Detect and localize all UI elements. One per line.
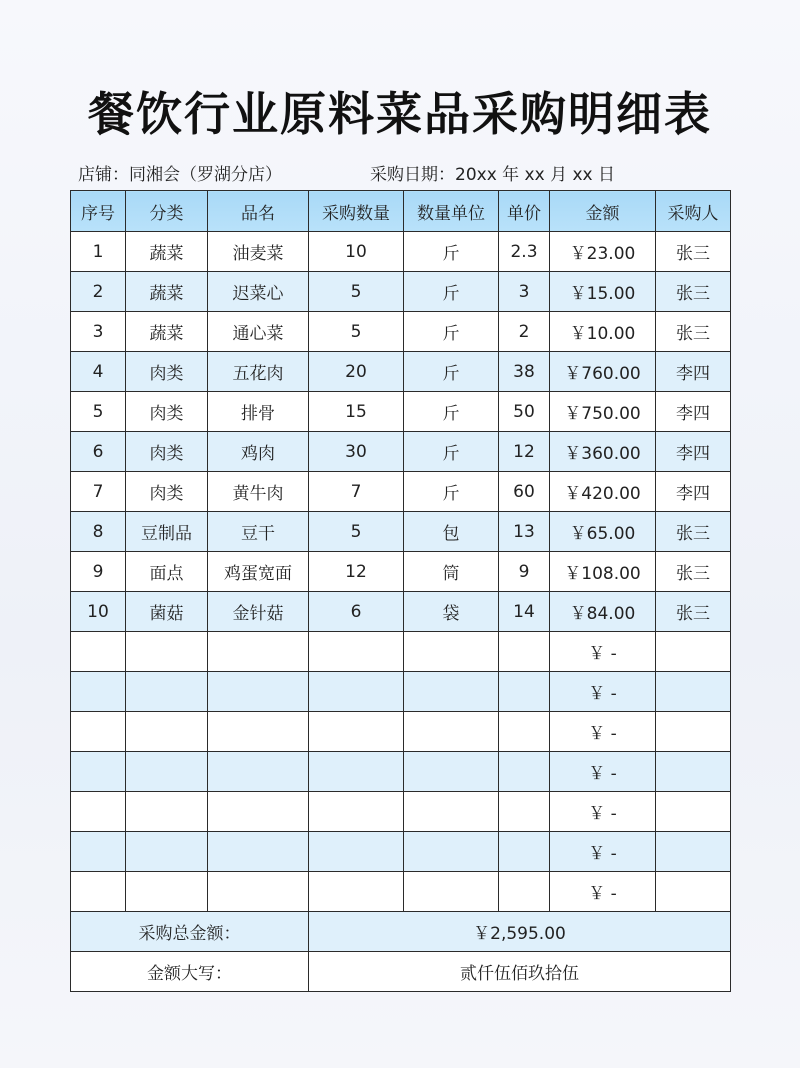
cell-quantity: 12 [309, 552, 404, 592]
cell-amount: ￥84.00 [550, 592, 656, 632]
cell-amount: ￥ - [550, 632, 656, 672]
table-row [71, 272, 731, 312]
cell-index: 8 [71, 512, 126, 552]
cell-category: 蔬菜 [126, 312, 208, 352]
cell-index: 4 [71, 352, 126, 392]
cell-quantity: 10 [309, 232, 404, 272]
cell-amount: ￥ - [550, 712, 656, 752]
table-body [71, 232, 731, 912]
cell-index [71, 752, 126, 792]
cell-unit: 筒 [404, 552, 499, 592]
cell-unit [404, 832, 499, 872]
cell-quantity [309, 672, 404, 712]
cell-amount: ￥15.00 [550, 272, 656, 312]
column-header: 采购数量 [309, 191, 404, 232]
cell-quantity [309, 632, 404, 672]
cell-quantity: 5 [309, 272, 404, 312]
cell-category: 肉类 [126, 352, 208, 392]
cell-buyer: 张三 [656, 592, 731, 632]
cell-quantity: 5 [309, 512, 404, 552]
cell-category [126, 752, 208, 792]
cell-quantity: 7 [309, 472, 404, 512]
table-row [71, 232, 731, 272]
cell-index [71, 672, 126, 712]
purchase-table [70, 190, 731, 992]
cell-quantity: 30 [309, 432, 404, 472]
cell-unit-price [499, 672, 550, 712]
cell-category: 菌菇 [126, 592, 208, 632]
cell-index: 5 [71, 392, 126, 432]
cell-unit-price: 2.3 [499, 232, 550, 272]
table-row [71, 392, 731, 432]
cell-unit-price [499, 872, 550, 912]
cell-amount: ￥ - [550, 792, 656, 832]
table-row [71, 312, 731, 352]
cell-unit-price: 2 [499, 312, 550, 352]
cell-unit [404, 872, 499, 912]
total-label: 采购总金额： [71, 912, 309, 952]
cell-unit-price: 13 [499, 512, 550, 552]
cell-unit-price: 14 [499, 592, 550, 632]
cell-index: 6 [71, 432, 126, 472]
cell-unit: 斤 [404, 272, 499, 312]
cell-item-name [208, 712, 309, 752]
purchase-date-label: 采购日期：20xx 年 xx 月 xx 日 [370, 165, 616, 185]
cell-category [126, 832, 208, 872]
cell-amount: ￥750.00 [550, 392, 656, 432]
cell-amount: ￥ - [550, 752, 656, 792]
cell-index: 1 [71, 232, 126, 272]
cell-amount: ￥108.00 [550, 552, 656, 592]
cell-amount: ￥65.00 [550, 512, 656, 552]
cell-item-name: 五花肉 [208, 352, 309, 392]
cell-unit [404, 792, 499, 832]
cell-item-name [208, 672, 309, 712]
cell-item-name: 黄牛肉 [208, 472, 309, 512]
cell-unit-price: 60 [499, 472, 550, 512]
cell-buyer: 李四 [656, 392, 731, 432]
cell-unit-price: 3 [499, 272, 550, 312]
cell-category: 蔬菜 [126, 232, 208, 272]
cell-buyer [656, 832, 731, 872]
table-row [71, 472, 731, 512]
cell-index: 10 [71, 592, 126, 632]
column-header: 金额 [550, 191, 656, 232]
cell-unit: 斤 [404, 392, 499, 432]
cell-category: 面点 [126, 552, 208, 592]
cell-unit-price [499, 712, 550, 752]
cell-amount: ￥ - [550, 832, 656, 872]
cell-unit-price: 38 [499, 352, 550, 392]
cell-item-name: 金针菇 [208, 592, 309, 632]
cell-category [126, 792, 208, 832]
cell-buyer: 李四 [656, 352, 731, 392]
cell-item-name: 排骨 [208, 392, 309, 432]
cell-unit: 斤 [404, 472, 499, 512]
total-row [71, 912, 731, 952]
cell-item-name: 通心菜 [208, 312, 309, 352]
cell-unit-price: 50 [499, 392, 550, 432]
cell-buyer: 张三 [656, 512, 731, 552]
column-header: 单价 [499, 191, 550, 232]
cell-unit [404, 632, 499, 672]
cell-index [71, 872, 126, 912]
cell-index [71, 632, 126, 672]
cell-buyer [656, 752, 731, 792]
cell-category [126, 712, 208, 752]
cell-buyer: 李四 [656, 472, 731, 512]
cell-item-name: 迟菜心 [208, 272, 309, 312]
cell-unit-price [499, 792, 550, 832]
cell-unit: 袋 [404, 592, 499, 632]
cell-unit [404, 672, 499, 712]
table-row [71, 632, 731, 672]
cell-index: 3 [71, 312, 126, 352]
cell-quantity [309, 872, 404, 912]
cell-item-name: 鸡蛋宽面 [208, 552, 309, 592]
cell-buyer: 张三 [656, 552, 731, 592]
cell-category: 豆制品 [126, 512, 208, 552]
table-row [71, 672, 731, 712]
cell-buyer: 李四 [656, 432, 731, 472]
cell-quantity [309, 832, 404, 872]
total-value: ￥2,595.00 [309, 912, 731, 952]
amount-in-words-value: 贰仟伍佰玖拾伍 [309, 952, 731, 992]
cell-quantity: 5 [309, 312, 404, 352]
table-row [71, 832, 731, 872]
cell-amount: ￥ - [550, 872, 656, 912]
cell-quantity: 20 [309, 352, 404, 392]
table-row [71, 872, 731, 912]
cell-buyer [656, 672, 731, 712]
cell-quantity: 15 [309, 392, 404, 432]
cell-category: 肉类 [126, 392, 208, 432]
cell-category: 蔬菜 [126, 272, 208, 312]
cell-unit [404, 712, 499, 752]
cell-unit: 包 [404, 512, 499, 552]
cell-category: 肉类 [126, 472, 208, 512]
column-header: 品名 [208, 191, 309, 232]
table-row [71, 792, 731, 832]
amount-in-words-row [71, 952, 731, 992]
cell-quantity [309, 712, 404, 752]
cell-amount: ￥ - [550, 672, 656, 712]
table-row [71, 512, 731, 552]
cell-buyer: 张三 [656, 312, 731, 352]
cell-item-name: 鸡肉 [208, 432, 309, 472]
cell-unit: 斤 [404, 312, 499, 352]
cell-quantity: 6 [309, 592, 404, 632]
cell-item-name [208, 872, 309, 912]
page-title: 餐饮行业原料菜品采购明细表 [88, 87, 712, 141]
cell-buyer [656, 712, 731, 752]
cell-unit-price [499, 832, 550, 872]
cell-amount: ￥23.00 [550, 232, 656, 272]
cell-index: 2 [71, 272, 126, 312]
cell-item-name [208, 792, 309, 832]
cell-index [71, 832, 126, 872]
cell-item-name [208, 632, 309, 672]
cell-buyer: 张三 [656, 232, 731, 272]
cell-quantity [309, 752, 404, 792]
table-row [71, 432, 731, 472]
cell-unit: 斤 [404, 432, 499, 472]
cell-buyer [656, 872, 731, 912]
cell-index [71, 792, 126, 832]
cell-item-name [208, 832, 309, 872]
table-row [71, 592, 731, 632]
cell-index: 9 [71, 552, 126, 592]
table-row [71, 712, 731, 752]
cell-item-name: 油麦菜 [208, 232, 309, 272]
amount-in-words-label: 金额大写： [71, 952, 309, 992]
cell-unit [404, 752, 499, 792]
cell-buyer: 张三 [656, 272, 731, 312]
cell-unit: 斤 [404, 352, 499, 392]
column-header: 数量单位 [404, 191, 499, 232]
cell-unit-price: 9 [499, 552, 550, 592]
cell-unit-price: 12 [499, 432, 550, 472]
cell-category: 肉类 [126, 432, 208, 472]
column-header: 分类 [126, 191, 208, 232]
cell-buyer [656, 632, 731, 672]
cell-unit-price [499, 632, 550, 672]
cell-item-name [208, 752, 309, 792]
cell-amount: ￥360.00 [550, 432, 656, 472]
table-row [71, 752, 731, 792]
cell-unit-price [499, 752, 550, 792]
cell-amount: ￥10.00 [550, 312, 656, 352]
cell-item-name: 豆干 [208, 512, 309, 552]
cell-category [126, 672, 208, 712]
table-row [71, 552, 731, 592]
table-header-row [71, 191, 731, 232]
cell-quantity [309, 792, 404, 832]
table-row [71, 352, 731, 392]
cell-amount: ￥760.00 [550, 352, 656, 392]
column-header: 采购人 [656, 191, 731, 232]
column-header: 序号 [71, 191, 126, 232]
cell-unit: 斤 [404, 232, 499, 272]
cell-category [126, 872, 208, 912]
cell-buyer [656, 792, 731, 832]
cell-amount: ￥420.00 [550, 472, 656, 512]
cell-category [126, 632, 208, 672]
shop-label: 店铺：同湘会（罗湖分店） [78, 165, 282, 185]
cell-index: 7 [71, 472, 126, 512]
cell-index [71, 712, 126, 752]
